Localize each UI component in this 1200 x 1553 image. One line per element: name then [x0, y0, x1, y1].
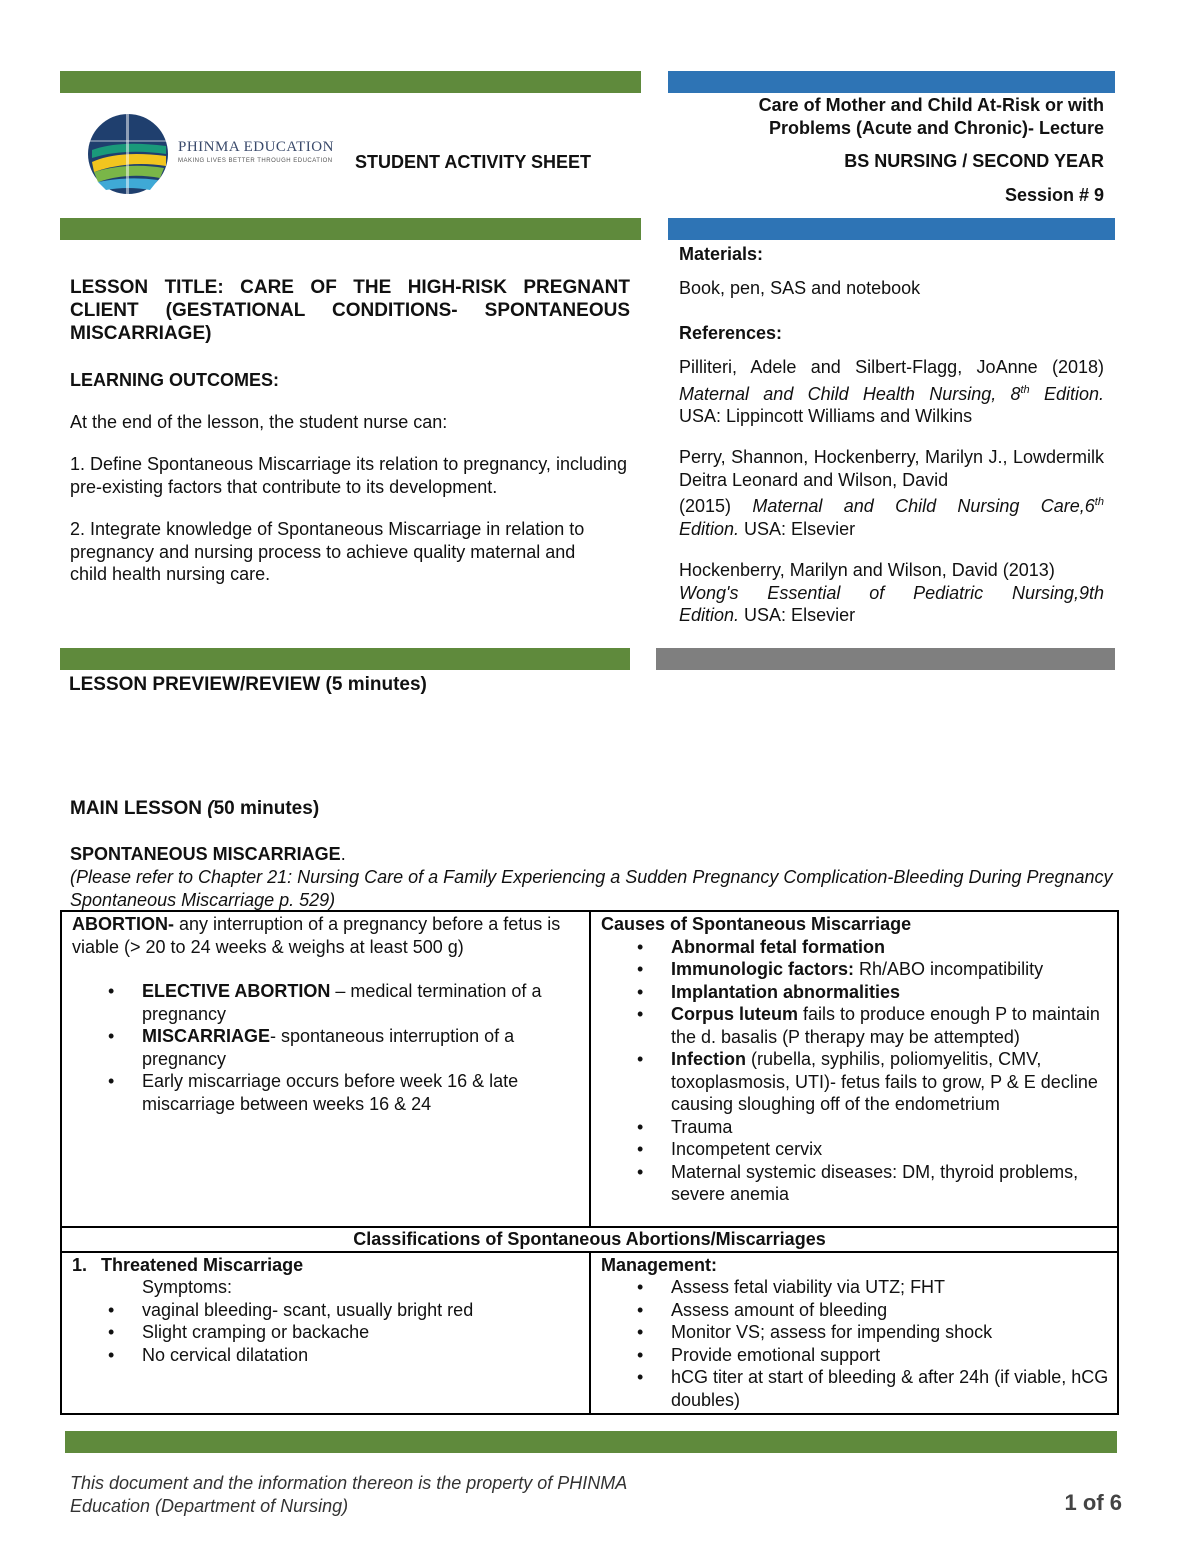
list-item: [142, 980, 581, 1025]
main-lesson-heading-b: (: [207, 798, 214, 819]
cause-text: Maternal systemic diseases: DM, thyroid problems, severe anemia: [671, 1161, 1079, 1204]
reference-1-publisher: USA: Lippincott Williams and Wilkins: [679, 406, 973, 426]
abortion-item-text: Early miscarriage occurs before week 16 & late miscarriage between weeks 16 & 24: [142, 1071, 519, 1114]
reference-1-sup: th: [1020, 383, 1030, 396]
list-item: • Assess fetal viability via UTZ; FHT: [671, 1276, 1109, 1299]
sheet-label: STUDENT ACTIVITY SHEET: [355, 152, 592, 172]
cause-term: Implantation abnormalities: [671, 981, 901, 1002]
cause-term: Corpus luteum: [671, 1004, 799, 1024]
phinma-logo-mark: [88, 110, 168, 198]
list-item: [142, 1025, 581, 1070]
reference-3-authors: Hockenberry, Marilyn and Wilson, David (2013): [679, 560, 1055, 580]
cause-text: fails to produce enough P to maintain the d. basalis (P therapy may be attempted): [671, 1004, 1100, 1047]
list-item: [671, 1003, 1109, 1048]
main-lesson-heading-c: 50 minutes): [213, 798, 320, 819]
session-number: Session # 9: [1004, 185, 1104, 205]
outcomes-intro: At the end of the lesson, the student nurse can:: [70, 412, 448, 432]
threatened-num: 1.: [72, 1254, 88, 1275]
outcomes-heading: LEARNING OUTCOMES:: [70, 370, 279, 390]
header-bar-top-right: [668, 71, 1115, 93]
causes-heading: Causes of Spontaneous Miscarriage: [601, 914, 912, 934]
list-item: [671, 1138, 1109, 1161]
reference-2-title-line: [679, 491, 1104, 518]
cause-term: Immunologic factors:: [671, 959, 855, 979]
reference-1: [679, 356, 1104, 428]
abortion-def: any interruption of a pregnancy before a fetus is viable (> 20 to 24 weeks & weighs at least 500 g): [72, 914, 561, 957]
page-number: 1 of 6: [1064, 1490, 1122, 1515]
reference-2-sup: th: [1094, 496, 1104, 508]
management-list: [601, 1276, 1109, 1411]
list-item: [671, 1116, 1109, 1139]
cause-text: (rubella, syphilis, poliomyelitis, CMV, toxoplasmosis, UTI)- fetus fails to grow, P & E decline causing sloughing off of the endometrium: [671, 1049, 1098, 1114]
management-heading: Management:: [601, 1254, 718, 1275]
list-item: [671, 1161, 1109, 1206]
reference-3-publisher: USA: Elsevier: [739, 605, 856, 625]
abortion-item-text: – medical termination of a pregnancy: [142, 981, 542, 1024]
list-item: [671, 936, 1109, 959]
program: BS NURSING / SECOND YEAR: [844, 151, 1104, 171]
topic: SPONTANEOUS MISCARRIAGE: [70, 844, 341, 864]
chapter-note: (Please refer to Chapter 21: Nursing Care of a Family Experiencing a Sudden Pregnancy Complication-Bleeding During Pregnancy Spontaneous Miscarriage p. 529): [70, 867, 1113, 910]
list-item: [671, 981, 1109, 1004]
reference-2-title: Maternal and Child Nursing Care,6: [752, 496, 1095, 516]
list-item: [671, 1048, 1109, 1116]
reference-2-title2: Edition.: [679, 518, 740, 539]
references-heading: References:: [679, 323, 783, 343]
preview-heading: LESSON PREVIEW/REVIEW (5 minutes): [69, 674, 427, 695]
materials-text: Book, pen, SAS and notebook: [679, 278, 921, 298]
list-item: • vaginal bleeding- scant, usually bright red: [142, 1299, 581, 1322]
cause-term: Infection: [671, 1049, 746, 1069]
threatened-heading-line: [72, 1254, 581, 1277]
logo-name: PHINMA EDUCATION: [178, 139, 334, 155]
abortion-definition: [72, 913, 581, 958]
abortion-term: ABORTION-: [72, 914, 174, 934]
abortion-item-term: ELECTIVE ABORTION: [142, 981, 331, 1001]
outcome-2: 2. Integrate knowledge of Spontaneous Miscarriage in relation to pregnancy and nursing process to achieve quality maternal and child health nursing care.: [70, 519, 585, 584]
reference-3-title2: Edition.: [679, 605, 740, 625]
course-title: Care of Mother and Child At-Risk or with Problems (Acute and Chronic)- Lecture: [758, 95, 1104, 138]
abortion-list: [72, 980, 581, 1115]
cause-text: Rh/ABO incompatibility: [854, 959, 1044, 979]
threatened-cell: [61, 1252, 590, 1415]
causes-cell: [590, 911, 1118, 1227]
header-bar-bottom-right: [668, 218, 1115, 240]
symptoms-list: [72, 1299, 581, 1367]
list-item: • Assess amount of bleeding: [671, 1299, 1109, 1322]
phinma-logo: [88, 110, 333, 200]
reference-2-publisher-line: [679, 518, 1104, 541]
cause-text: Incompetent cervix: [671, 1139, 823, 1159]
reference-1-title: Maternal and Child Health Nursing, 8: [679, 383, 1021, 404]
footer-disclaimer: This document and the information thereon is the property of PHINMA Education (Department of Nursing): [70, 1473, 627, 1516]
table-row: [61, 911, 1118, 1227]
materials-heading: Materials:: [679, 244, 764, 264]
reference-1-title-end: Edition.: [1029, 383, 1104, 404]
list-item: • No cervical dilatation: [142, 1344, 581, 1367]
reference-1-authors: Pilliteri, Adele and Silbert-Flagg, JoAnne (2018): [679, 357, 1104, 377]
abortion-item-term: MISCARRIAGE: [142, 1026, 271, 1046]
footer-bar: [65, 1431, 1117, 1453]
table-row: [61, 1227, 1118, 1252]
management-cell: [590, 1252, 1118, 1415]
main-lesson-heading-a: MAIN LESSON: [70, 798, 208, 819]
cause-text: Trauma: [671, 1116, 733, 1137]
outcome-1: 1. Define Spontaneous Miscarriage its relation to pregnancy, including pre-existing factors that contribute to its development.: [70, 454, 627, 497]
reference-2-publisher: USA: Elsevier: [739, 518, 856, 539]
lesson-table: [60, 910, 1119, 1415]
reference-3-publisher-line: [679, 604, 1104, 627]
abortion-cell: [61, 911, 590, 1227]
list-item: • Slight cramping or backache: [142, 1321, 581, 1344]
header-bar-bottom-left: [60, 218, 641, 240]
preview-bar-right: [656, 648, 1115, 670]
topic-heading: [70, 843, 346, 866]
threatened-heading: Threatened Miscarriage: [101, 1254, 304, 1275]
reference-3: [679, 559, 1104, 627]
reference-1-title-line: [679, 379, 1104, 406]
symptoms-label: Symptoms:: [142, 1277, 233, 1297]
list-item: • hCG titer at start of bleeding & after 24h (if viable, hCG doubles): [671, 1366, 1109, 1411]
logo-tagline: MAKING LIVES BETTER THROUGH EDUCATION: [178, 158, 333, 164]
reference-2: [679, 446, 1104, 540]
abortion-item-text: - spontaneous interruption of a pregnancy: [142, 1026, 515, 1069]
preview-bar-left: [60, 648, 630, 670]
cause-term: Abnormal fetal formation: [671, 936, 886, 957]
table-row: [61, 1252, 1118, 1415]
reference-3-title: Wong's Essential of Pediatric Nursing,9th: [679, 582, 1104, 603]
list-item: [142, 1070, 581, 1115]
reference-2-authors: Perry, Shannon, Hockenberry, Marilyn J., Lowdermilk Deitra Leonard and Wilson, David: [679, 447, 1104, 490]
lesson-title: LESSON TITLE: CARE OF THE HIGH-RISK PREGNANT CLIENT (GESTATIONAL CONDITIONS- SPONTANEOUS MISCARRIAGE): [70, 277, 630, 344]
main-lesson-heading: [70, 797, 319, 820]
causes-list: [601, 936, 1109, 1206]
header-bar-top-left: [60, 71, 641, 93]
list-item: • Monitor VS; assess for impending shock: [671, 1321, 1109, 1344]
reference-2-year: (2015): [679, 496, 732, 516]
list-item: • Provide emotional support: [671, 1344, 1109, 1367]
topic-dot: .: [340, 844, 346, 864]
classifications-heading: Classifications of Spontaneous Abortions/Miscarriages: [61, 1227, 1118, 1252]
list-item: [671, 958, 1109, 981]
